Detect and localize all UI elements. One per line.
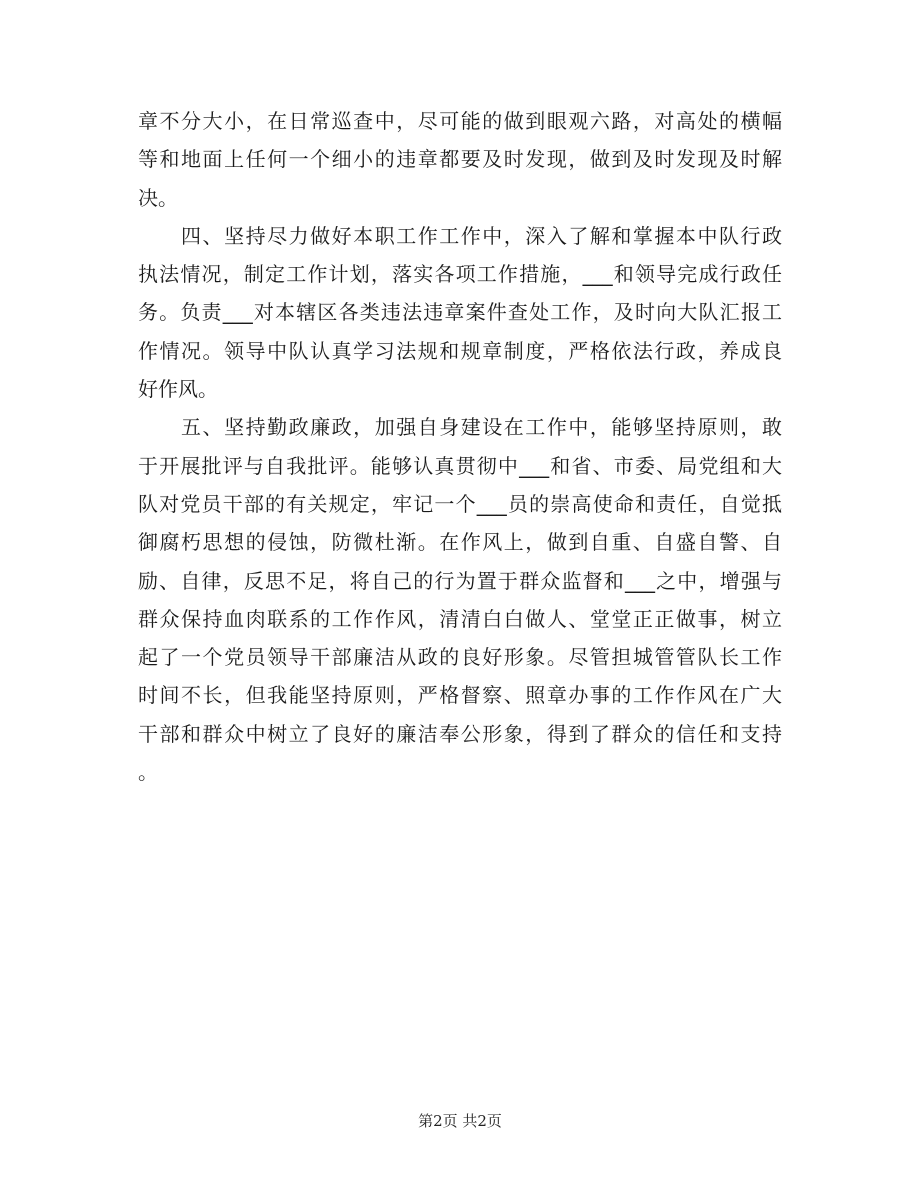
text-line: 群众保持血肉联系的工作作风，清清白白做人、堂堂正正做事，树立 <box>138 606 782 631</box>
text-line: 时间不长，但我能坚持原则，严格督察、照章办事的工作作风在广大 <box>138 683 782 708</box>
text-line: 干部和群众中树立了良好的廉洁奉公形象，得到了群众的信任和支持 <box>138 721 782 746</box>
text-line: 好作风。 <box>138 377 218 402</box>
text-line: 五、坚持勤政廉政，加强自身建设在工作中，能够坚持原则，敢 <box>138 415 782 440</box>
text-line: 励、自律，反思不足，将自己的行为置于群众监督和___之中，增强与 <box>138 568 782 593</box>
text-line: 起了一个党员领导干部廉洁从政的良好形象。尽管担城管管队长工作 <box>138 645 782 670</box>
text-line: 四、坚持尽力做好本职工作工作中，深入了解和掌握本中队行政 <box>138 223 782 248</box>
document-body <box>138 102 782 791</box>
text-line: 御腐朽思想的侵蚀，防微杜渐。在作风上，做到自重、自盛自警、自 <box>138 530 782 555</box>
text-line: 。 <box>138 760 158 785</box>
text-line: 队对党员干部的有关规定，牢记一个___员的崇高使命和责任，自觉抵 <box>138 491 782 516</box>
text-line: 于开展批评与自我批评。能够认真贯彻中___和省、市委、局党组和大 <box>138 453 782 478</box>
text-line: 执法情况，制定工作计划，落实各项工作措施，___和领导完成行政任 <box>138 262 782 287</box>
page-footer: 第2页 共2页 <box>418 1112 502 1130</box>
text-line: 决。 <box>138 185 178 210</box>
text-line: 务。负责___对本辖区各类违法违章案件查处工作，及时向大队汇报工 <box>138 300 782 325</box>
text-line: 等和地面上任何一个细小的违章都要及时发现，做到及时发现及时解 <box>138 147 782 172</box>
text-line: 章不分大小，在日常巡查中，尽可能的做到眼观六路，对高处的横幅 <box>138 109 782 133</box>
text-line: 作情况。领导中队认真学习法规和规章制度，严格依法行政，养成良 <box>138 338 782 363</box>
